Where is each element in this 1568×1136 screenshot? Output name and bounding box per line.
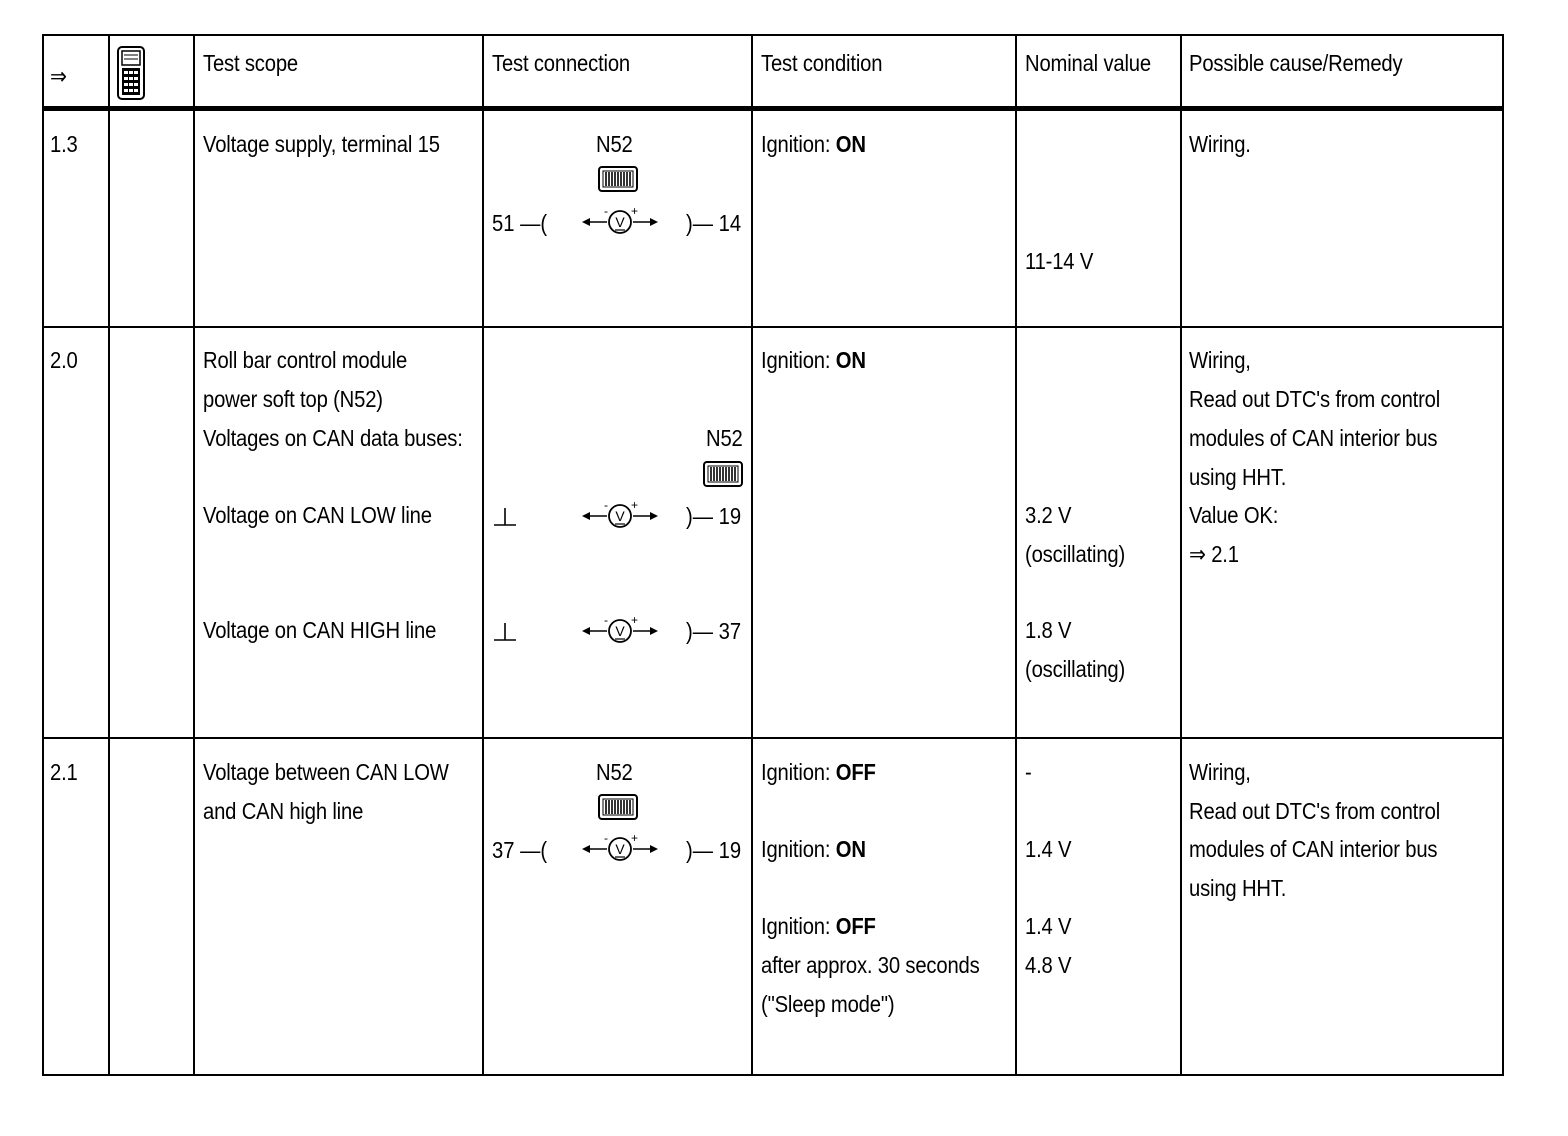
header-possible-cause: Possible cause/Remedy bbox=[1189, 50, 1403, 76]
column-separator bbox=[482, 34, 484, 1076]
module-label: N52 bbox=[596, 759, 633, 785]
nominal-value: 4.8 V bbox=[1025, 952, 1072, 978]
test-scope-text: Voltage between CAN LOW bbox=[203, 759, 449, 785]
test-condition-note: ("Sleep mode") bbox=[761, 991, 895, 1017]
possible-cause: Read out DTC's from control bbox=[1189, 798, 1441, 824]
pin-right-label: )— 14 bbox=[686, 210, 742, 236]
ground-symbol-icon bbox=[492, 621, 518, 643]
row-separator bbox=[42, 737, 1504, 739]
nominal-value: (oscillating) bbox=[1025, 656, 1126, 682]
voltmeter-icon bbox=[582, 500, 658, 530]
header-separator bbox=[42, 106, 1504, 111]
nominal-value: 1.4 V bbox=[1025, 836, 1072, 862]
control-module-icon bbox=[598, 794, 638, 820]
test-condition: Ignition: ON bbox=[761, 131, 866, 157]
possible-cause: using HHT. bbox=[1189, 464, 1287, 490]
possible-cause: Wiring, bbox=[1189, 759, 1251, 785]
voltmeter-icon bbox=[582, 206, 658, 236]
step-number: 1.3 bbox=[50, 131, 78, 157]
table-border-right bbox=[1502, 34, 1504, 1076]
svg-text:+: + bbox=[631, 500, 639, 512]
nominal-value: 1.4 V bbox=[1025, 913, 1072, 939]
possible-cause: using HHT. bbox=[1189, 875, 1287, 901]
header-nominal-value: Nominal value bbox=[1025, 50, 1151, 76]
svg-text:+: + bbox=[631, 833, 639, 845]
column-separator bbox=[193, 34, 195, 1076]
svg-text:V: V bbox=[615, 841, 625, 857]
module-label: N52 bbox=[706, 425, 743, 451]
svg-text:V: V bbox=[615, 214, 625, 230]
possible-cause: Wiring. bbox=[1189, 131, 1251, 157]
svg-text:-: - bbox=[604, 833, 608, 845]
column-separator bbox=[751, 34, 753, 1076]
nominal-value: (oscillating) bbox=[1025, 541, 1126, 567]
table-border-left bbox=[42, 34, 44, 1076]
test-scope-text: and CAN high line bbox=[203, 798, 364, 824]
test-scope-text: Roll bar control module bbox=[203, 347, 408, 373]
pin-left-label: 37 —( bbox=[492, 837, 548, 863]
test-scope-text: power soft top (N52) bbox=[203, 386, 383, 412]
svg-text:V: V bbox=[615, 623, 625, 639]
possible-cause-link: ⇒ 2.1 bbox=[1189, 541, 1239, 567]
possible-cause: Value OK: bbox=[1189, 502, 1279, 528]
step-number: 2.1 bbox=[50, 759, 78, 785]
nominal-value: 11-14 V bbox=[1025, 248, 1094, 274]
test-condition: Ignition: OFF bbox=[761, 759, 876, 785]
possible-cause: Wiring, bbox=[1189, 347, 1251, 373]
header-test-condition: Test condition bbox=[761, 50, 883, 76]
ground-symbol-icon bbox=[492, 506, 518, 528]
test-scope-text: Voltage on CAN HIGH line bbox=[203, 617, 437, 643]
module-label: N52 bbox=[596, 131, 633, 157]
test-scope-text: Voltages on CAN data buses: bbox=[203, 425, 463, 451]
table-border-bottom bbox=[42, 1074, 1504, 1076]
step-number: 2.0 bbox=[50, 347, 78, 373]
nominal-value: 3.2 V bbox=[1025, 502, 1072, 528]
svg-text:-: - bbox=[604, 500, 608, 512]
possible-cause: Read out DTC's from control bbox=[1189, 386, 1441, 412]
svg-text:+: + bbox=[631, 615, 639, 627]
column-separator bbox=[108, 34, 110, 1076]
pin-left-label: 51 —( bbox=[492, 210, 548, 236]
pin-right-label: )— 19 bbox=[686, 837, 742, 863]
table-border-top bbox=[42, 34, 1504, 36]
header-test-connection: Test connection bbox=[492, 50, 631, 76]
row-separator bbox=[42, 326, 1504, 328]
column-separator bbox=[1015, 34, 1017, 1076]
header-arrow: ⇒ bbox=[50, 63, 67, 89]
svg-text:-: - bbox=[604, 206, 608, 218]
possible-cause: modules of CAN interior bus bbox=[1189, 836, 1438, 862]
test-condition: Ignition: OFF bbox=[761, 913, 876, 939]
test-scope-text: Voltage supply, terminal 15 bbox=[203, 131, 440, 157]
test-condition: Ignition: ON bbox=[761, 836, 866, 862]
svg-text:+: + bbox=[631, 206, 639, 218]
svg-text:V: V bbox=[615, 508, 625, 524]
test-condition-note: after approx. 30 seconds bbox=[761, 952, 980, 978]
test-condition: Ignition: ON bbox=[761, 347, 866, 373]
column-separator bbox=[1180, 34, 1182, 1076]
control-module-icon bbox=[703, 461, 743, 487]
pin-right-label: )— 37 bbox=[686, 618, 742, 644]
header-test-scope: Test scope bbox=[203, 50, 298, 76]
voltmeter-icon bbox=[582, 615, 658, 645]
possible-cause: modules of CAN interior bus bbox=[1189, 425, 1438, 451]
test-scope-text: Voltage on CAN LOW line bbox=[203, 502, 432, 528]
nominal-value: - bbox=[1025, 759, 1032, 785]
svg-text:-: - bbox=[604, 615, 608, 627]
nominal-value: 1.8 V bbox=[1025, 617, 1072, 643]
pin-right-label: )— 19 bbox=[686, 503, 742, 529]
voltmeter-icon bbox=[582, 833, 658, 863]
hht-tester-icon bbox=[116, 46, 146, 100]
control-module-icon bbox=[598, 166, 638, 192]
